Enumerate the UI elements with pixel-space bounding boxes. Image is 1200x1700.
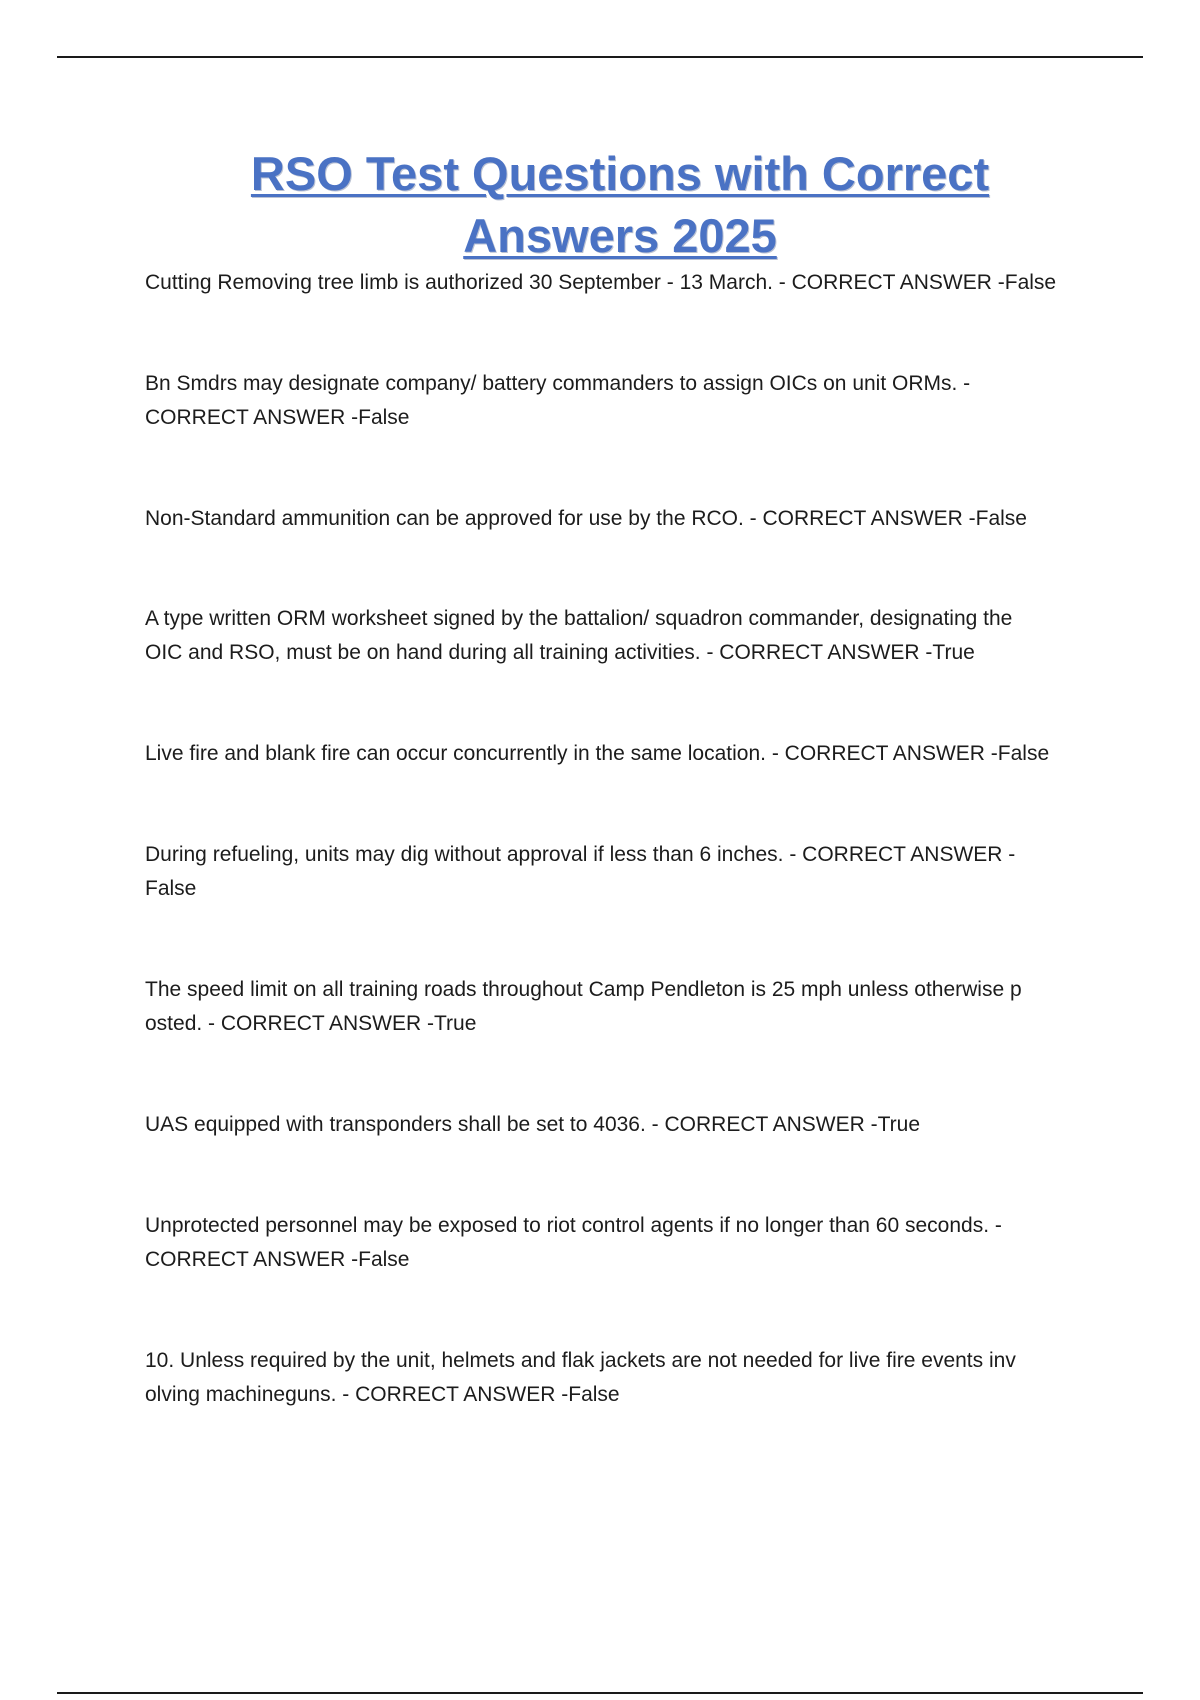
- qa-item-2: Bn Smdrs may designate company/ battery commanders to assign OICs on unit ORMs. - CORRECT ANSWER -False: [145, 372, 971, 429]
- qa-item-6: During refueling, units may dig without approval if less than 6 inches. - CORRECT ANSWER - False: [145, 843, 1016, 900]
- qa-item-7: The speed limit on all training roads throughout Camp Pendleton is 25 mph unless otherwise p osted. - CORRECT ANSWER -True: [145, 978, 1022, 1035]
- qa-item-8: UAS equipped with transponders shall be set to 4036. - CORRECT ANSWER -True: [145, 1113, 921, 1136]
- qa-item-10: 10. Unless required by the unit, helmets and flak jackets are not needed for live fire events inv olving machineguns. - CORRECT ANSWER -False: [145, 1349, 1016, 1406]
- qa-item-5: Live fire and blank fire can occur concurrently in the same location. - CORRECT ANSWER -False: [145, 742, 1050, 765]
- qa-item-1: Cutting Removing tree limb is authorized 30 September - 13 March. - CORRECT ANSWER -False: [145, 271, 1057, 294]
- bottom-rule: [57, 1692, 1143, 1694]
- qa-item-9: Unprotected personnel may be exposed to riot control agents if no longer than 60 seconds. - CORRECT ANSWER -False: [145, 1214, 1002, 1271]
- qa-item-3: Non-Standard ammunition can be approved for use by the RCO. - CORRECT ANSWER -False: [145, 507, 1027, 530]
- document-title: RSO Test Questions with Correct Answers 2025: [250, 147, 990, 262]
- qa-item-4: A type written ORM worksheet signed by the battalion/ squadron commander, designating the OIC and RSO, must be on hand during all training activities. - CORRECT ANSWER -True: [145, 607, 1013, 664]
- top-rule: [57, 56, 1143, 58]
